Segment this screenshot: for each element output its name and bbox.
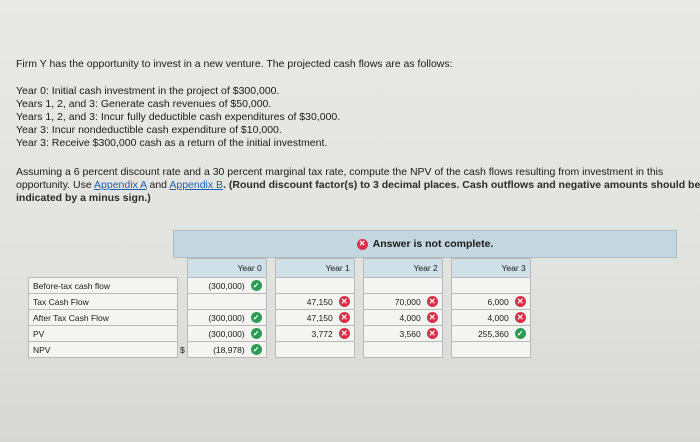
answer-cell[interactable]	[275, 294, 354, 310]
answer-value: 47,150	[306, 296, 333, 307]
x-circle-icon: ✕	[427, 296, 438, 307]
banner-text: Answer is not complete.	[372, 238, 494, 250]
cash-flow-line: Year 3: Incur nondeductible cash expenditure of $10,000.	[16, 124, 282, 136]
cell-content	[280, 296, 350, 307]
x-circle-icon: ✕	[515, 312, 526, 323]
x-circle-icon: ✕	[339, 328, 350, 339]
answer-value: 47,150	[306, 312, 333, 323]
table-header-row	[29, 259, 531, 278]
currency-cell	[354, 294, 363, 310]
answer-cell[interactable]	[451, 310, 530, 326]
x-circle-icon: ✕	[339, 312, 350, 323]
currency-cell	[178, 326, 188, 342]
currency-cell	[354, 326, 363, 342]
answer-status-banner	[173, 230, 677, 258]
currency-spacer	[178, 259, 188, 278]
instruction-bold: . (Round discount factor(s) to 3 decimal places. Cash outflows and negative amounts should be indicated by a minus sign.)	[16, 179, 700, 204]
cell-content	[368, 296, 438, 307]
cash-flow-line: Years 1, 2, and 3: Generate cash revenues of $50,000.	[16, 98, 272, 110]
currency-cell	[442, 326, 451, 342]
answer-value: 4,000	[399, 312, 421, 323]
currency-cell	[442, 294, 451, 310]
check-circle-icon: ✓	[251, 328, 262, 339]
currency-cell	[442, 310, 451, 326]
currency-cell	[266, 294, 275, 310]
check-circle-icon: ✓	[251, 344, 262, 355]
currency-cell: $	[180, 344, 185, 355]
cell-content	[280, 328, 350, 339]
x-circle-icon: ✕	[339, 296, 350, 307]
cell-content	[280, 312, 350, 323]
cell-content	[368, 328, 438, 339]
answer-cell	[275, 278, 354, 294]
answer-value: 70,000	[394, 296, 421, 307]
answer-value: 6,000	[487, 296, 509, 307]
answer-cell[interactable]	[275, 310, 354, 326]
currency-cell	[354, 278, 363, 294]
cell-content	[456, 312, 526, 323]
table-row	[29, 294, 531, 310]
header-year-0: Year 0	[187, 259, 266, 278]
answer-value: 3,560	[399, 328, 421, 339]
instruction-text	[16, 166, 700, 205]
answer-value: (300,000)	[208, 312, 245, 323]
answer-cell	[451, 342, 530, 358]
row-label: After Tax Cash Flow	[29, 310, 178, 326]
cell-content	[192, 344, 262, 355]
currency-cell	[178, 310, 188, 326]
answer-value: (300,000)	[208, 280, 245, 291]
answer-cell	[275, 342, 354, 358]
row-label: Tax Cash Flow	[29, 294, 178, 310]
table-row	[29, 342, 531, 358]
header-blank	[29, 259, 178, 278]
x-circle-icon: ✕	[515, 296, 526, 307]
currency-spacer	[354, 259, 363, 278]
answer-cell	[451, 278, 530, 294]
currency-cell	[442, 342, 451, 358]
answer-value: 4,000	[487, 312, 509, 323]
answer-value: 255,360	[478, 328, 509, 339]
table-row	[29, 310, 531, 326]
check-circle-icon: ✓	[515, 328, 526, 339]
cell-content	[192, 328, 262, 339]
cash-flow-line: Year 0: Initial cash investment in the project of $300,000.	[16, 85, 280, 97]
row-label: Before-tax cash flow	[29, 278, 178, 294]
problem-intro: Firm Y has the opportunity to invest in a new venture. The projected cash flows are as follows:	[16, 58, 453, 70]
table-row	[29, 326, 531, 342]
answer-cell[interactable]	[451, 294, 530, 310]
table-body	[29, 278, 531, 358]
answer-cell[interactable]	[363, 310, 442, 326]
answer-cell[interactable]	[187, 326, 266, 342]
answer-cell[interactable]	[187, 342, 266, 358]
currency-cell	[266, 326, 275, 342]
check-circle-icon: ✓	[251, 312, 262, 323]
instruction-pre: Assuming a 6 percent discount rate and a 30 percent marginal tax rate, compute the NPV of the cash flows resulting from investment in this opportunity. Use	[16, 166, 664, 191]
header-year-1: Year 1	[275, 259, 354, 278]
cell-content	[368, 312, 438, 323]
answer-cell[interactable]	[187, 278, 266, 294]
currency-cell	[354, 342, 363, 358]
cash-flow-line: Year 3: Receive $300,000 cash as a return of the initial investment.	[16, 137, 328, 149]
row-label: NPV	[29, 342, 178, 358]
currency-spacer	[442, 259, 451, 278]
answer-cell[interactable]	[363, 326, 442, 342]
answer-value: (18,978)	[213, 344, 245, 355]
currency-cell	[178, 278, 188, 294]
x-circle-icon: ✕	[427, 312, 438, 323]
currency-spacer	[266, 259, 275, 278]
problem-statement	[16, 58, 453, 150]
header-year-2: Year 2	[363, 259, 442, 278]
answer-cell	[363, 278, 442, 294]
answer-cell	[187, 294, 266, 310]
npv-table	[28, 258, 531, 358]
appendix-a-link[interactable]: Appendix A	[94, 179, 147, 191]
appendix-b-link[interactable]: Appendix B	[169, 179, 224, 191]
table-row	[29, 278, 531, 294]
answer-cell	[363, 342, 442, 358]
currency-cell	[178, 294, 188, 310]
cell-content	[456, 328, 526, 339]
currency-cell	[266, 342, 275, 358]
x-circle-icon: ✕	[427, 328, 438, 339]
row-label: PV	[29, 326, 178, 342]
answer-cell[interactable]	[275, 326, 354, 342]
answer-cell[interactable]	[363, 294, 442, 310]
cell-content	[456, 296, 526, 307]
check-circle-icon: ✓	[251, 280, 262, 291]
x-circle-icon: ✕	[357, 239, 368, 250]
answer-cell[interactable]	[187, 310, 266, 326]
currency-cell	[266, 310, 275, 326]
answer-value: (300,000)	[208, 328, 245, 339]
currency-cell	[266, 278, 275, 294]
header-year-3: Year 3	[451, 259, 530, 278]
currency-cell	[354, 310, 363, 326]
instruction-and: and	[146, 179, 170, 191]
cell-content	[192, 312, 262, 323]
answer-cell[interactable]	[451, 326, 530, 342]
cash-flow-line: Years 1, 2, and 3: Incur fully deductible cash expenditures of $30,000.	[16, 111, 341, 123]
cell-content	[192, 280, 262, 291]
currency-cell	[442, 278, 451, 294]
answer-value: 3,772	[311, 328, 333, 339]
